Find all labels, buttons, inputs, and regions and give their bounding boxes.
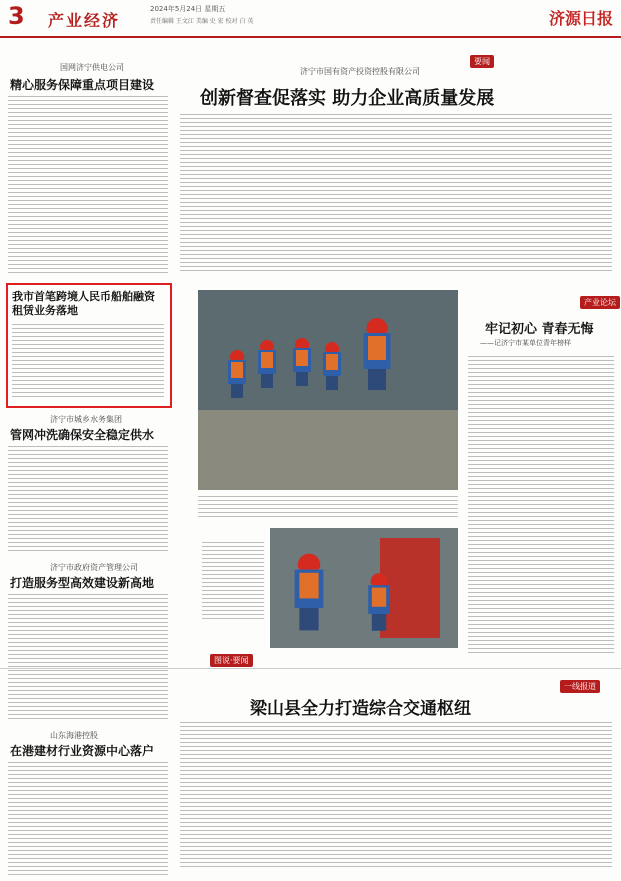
editor-line: 责任编辑 王文江 美编 史 宏 校对 白 英 — [150, 18, 254, 25]
bottom-article-body — [180, 720, 612, 870]
bottom-article-headline: 梁山县全力打造综合交通枢纽 — [250, 699, 471, 719]
second-photo — [270, 528, 458, 648]
left2-body — [8, 444, 168, 554]
left2-kicker: 济宁市城乡水务集团 — [50, 415, 122, 424]
left4-body — [8, 760, 168, 875]
main-photo — [198, 290, 458, 490]
left1-kicker: 国网济宁供电公司 — [60, 63, 124, 72]
main-photo-caption — [198, 494, 458, 518]
left4-headline: 在港建材行业资源中心落户 — [10, 744, 155, 758]
top-article-body — [180, 112, 612, 272]
section-title: 产业经济 — [48, 11, 121, 30]
second-photo-caption — [202, 540, 264, 620]
page-header — [0, 0, 621, 38]
highlight-body — [12, 322, 164, 400]
bottom-article-tag: 一线报道 — [560, 680, 600, 693]
left3-kicker: 济宁市政府资产管理公司 — [50, 563, 138, 572]
top-article-kicker: 济宁市国有资产投资控股有限公司 — [300, 67, 420, 76]
left1-headline: 精心服务保障重点项目建设 — [10, 78, 155, 92]
right-article-headline: 牢记初心 青春无悔 — [485, 322, 594, 337]
page-number: 3 — [8, 2, 25, 30]
highlight-headline: 我市首笔跨境人民币船舶融资租赁业务落地 — [12, 290, 155, 317]
photo-section-tag: 图说·要闻 — [210, 654, 253, 667]
date-line: 2024年5月24日 星期五 — [150, 5, 226, 13]
left1-body — [8, 94, 168, 274]
right-article-kicker: ——记济宁市某单位青年榜样 — [480, 339, 571, 347]
right-article-body — [468, 354, 614, 654]
left2-headline: 管网冲洗确保安全稳定供水 — [10, 428, 155, 442]
top-article-headline: 创新督查促落实 助力企业高质量发展 — [200, 88, 495, 109]
left3-headline: 打造服务型高效建设新高地 — [10, 576, 155, 590]
newspaper-logo: 济源日报 — [548, 9, 613, 28]
left4-kicker: 山东海港控股 — [50, 731, 98, 740]
right-article-tag: 产业论坛 — [580, 296, 620, 309]
left3-body — [8, 592, 168, 720]
top-article-tag: 要闻 — [470, 55, 494, 68]
bottom-divider — [0, 668, 621, 669]
